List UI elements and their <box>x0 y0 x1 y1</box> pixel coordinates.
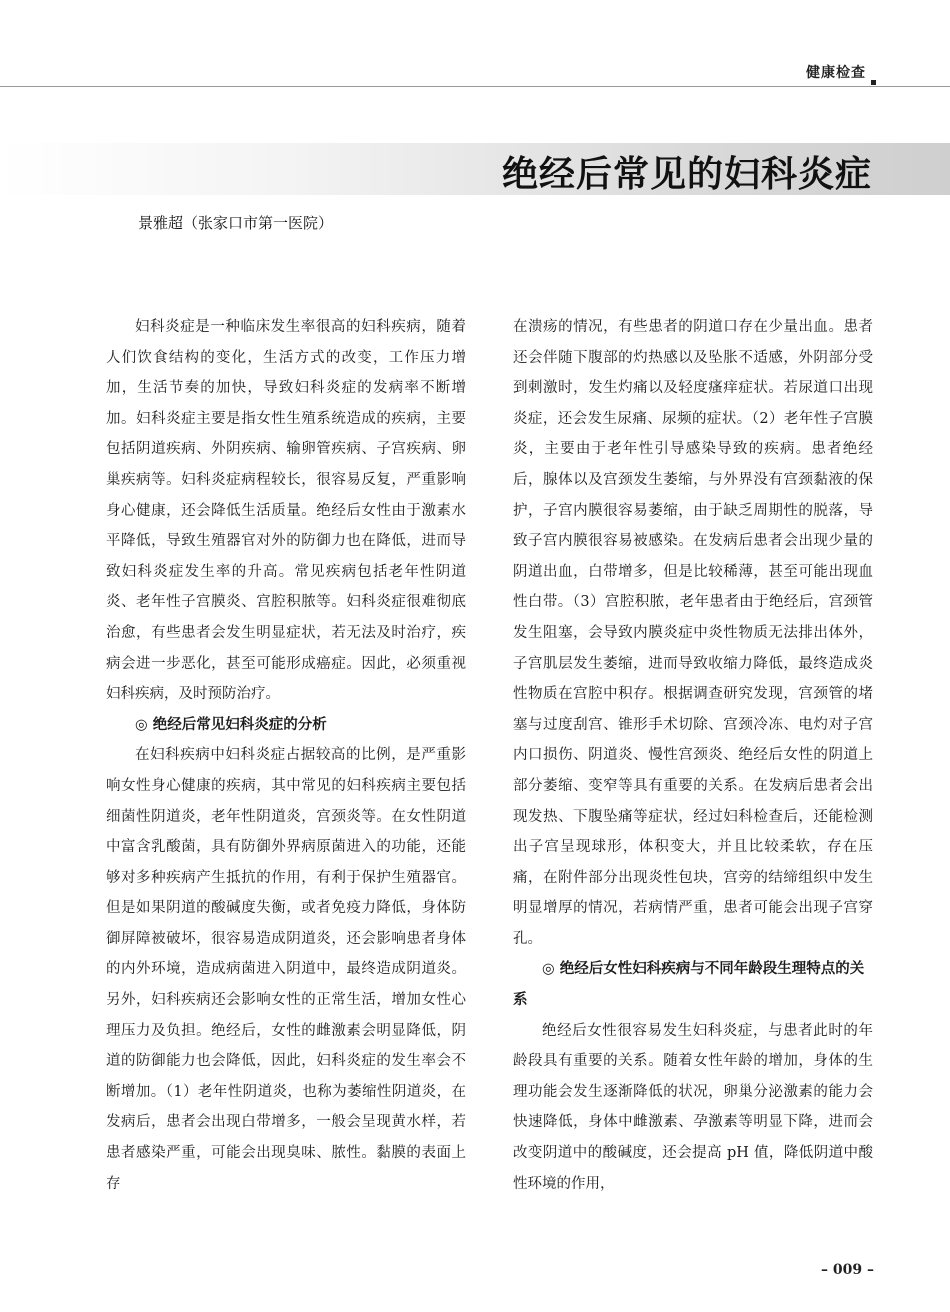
paragraph: 在妇科疾病中妇科炎症占据较高的比例，是严重影响女性身心健康的疾病，其中常见的妇科疾病主要包括细菌性阴道炎，老年性阴道炎，宫颈炎等。在女性阴道中富含乳酸菌，具有防御外界病原菌进入的功能，还能够对多种疾病产生抵抗的作用，有利于保护生殖器官。但是如果阴道的酸碱度失衡，或者免疫力降低，身体防御屏障被破坏，很容易造成阴道炎，还会影响患者身体的内外环境，造成病菌进入阴道中，最终造成阴道炎。另外，妇科疾病还会影响女性的正常生活，增加女性心理压力及负担。绝经后，女性的雌激素会明显降低，阴道的防御能力也会降低，因此，妇科炎症的发生率会不断增加。（1）老年性阴道炎，也称为萎缩性阴道炎，在发病后，患者会出现白带增多，一般会呈现黄水样，若患者感染严重，可能会出现臭味、脓性。黏膜的表面上存 <box>106 747 466 1192</box>
header-rule <box>0 86 950 87</box>
page-number: – 009 – <box>821 1262 874 1278</box>
right-column <box>513 312 873 1199</box>
article-title: 绝经后常见的妇科炎症 <box>501 153 872 195</box>
section-heading: ◎ 绝经后常见妇科炎症的分析 <box>135 716 327 733</box>
section-heading: ◎ 绝经后女性妇科疾病与不同年龄段生理特点的关系 <box>513 961 865 1009</box>
paragraph: 在溃疡的情况，有些患者的阴道口存在少量出血。患者还会伴随下腹部的灼热感以及坠胀不适感，外阴部分受到刺激时，发生灼痛以及轻度瘙痒症状。若尿道口出现炎症，还会发生尿痛、尿频的症状。（2）老年性子宫膜炎，主要由于老年性引导感染导致的疾病。患者绝经后，腺体以及宫颈发生萎缩，与外界没有宫颈黏液的保护，子宫内膜很容易萎缩，由于缺乏周期性的脱落，导致子宫内膜很容易被感染。在发病后患者会出现少量的阴道出血，白带增多，但是比较稀薄，甚至可能出现血性白带。（3）宫腔积脓，老年患者由于绝经后，宫颈管发生阻塞，会导致内膜炎症中炎性物质无法排出体外，子宫肌层发生萎缩，进而导致收缩力降低，最终造成炎性物质在宫腔中积存。根据调查研究发现，宫颈管的堵塞与过度刮宫、锥形手术切除、宫颈冷冻、电灼对子宫内口损伤、阴道炎、慢性宫颈炎、绝经后女性的阴道上部分萎缩、变窄等具有重要的关系。在发病后患者会出现发热、下腹坠痛等症状，经过妇科检查后，还能检测出子宫呈现球形，体积变大，并且比较柔软，存在压痛，在附件部分出现炎性包块，宫旁的结缔组织中发生明显增厚的情况，若病情严重，患者可能会出现子宫穿孔。 <box>513 319 873 947</box>
author-line: 景雅超（张家口市第一医院） <box>138 214 334 232</box>
section-label: 健康检查 <box>806 65 866 81</box>
section-marker-square <box>871 80 876 85</box>
paragraph: 绝经后女性很容易发生妇科炎症，与患者此时的年龄段具有重要的关系。随着女性年龄的增加，身体的生理功能会发生逐渐降低的状况，卵巢分泌激素的能力会快速降低，身体中雌激素、孕激素等明显下降，进而会改变阴道中的酸碱度，还会提高 pH 值，降低阴道中酸性环境的作用， <box>513 1022 873 1192</box>
paragraph: 妇科炎症是一种临床发生率很高的妇科疾病，随着人们饮食结构的变化，生活方式的改变，工作压力增加，生活节奏的加快，导致妇科炎症的发病率不断增加。妇科炎症主要是指女性生殖系统造成的疾病，主要包括阴道疾病、外阴疾病、输卵管疾病、子宫疾病、卵巢疾病等。妇科炎症病程较长，很容易反复，严重影响身心健康，还会降低生活质量。绝经后女性由于激素水平降低，导致生殖器官对外的防御力也在降低，进而导致妇科炎症发生率的升高。常见疾病包括老年性阴道炎、老年性子宫膜炎、宫腔积脓等。妇科炎症很难彻底治愈，有些患者会发生明显症状，若无法及时治疗，疾病会进一步恶化，甚至可能形成癌症。因此，必须重视妇科疾病，及时预防治疗。 <box>106 319 466 703</box>
left-column <box>106 312 466 1199</box>
